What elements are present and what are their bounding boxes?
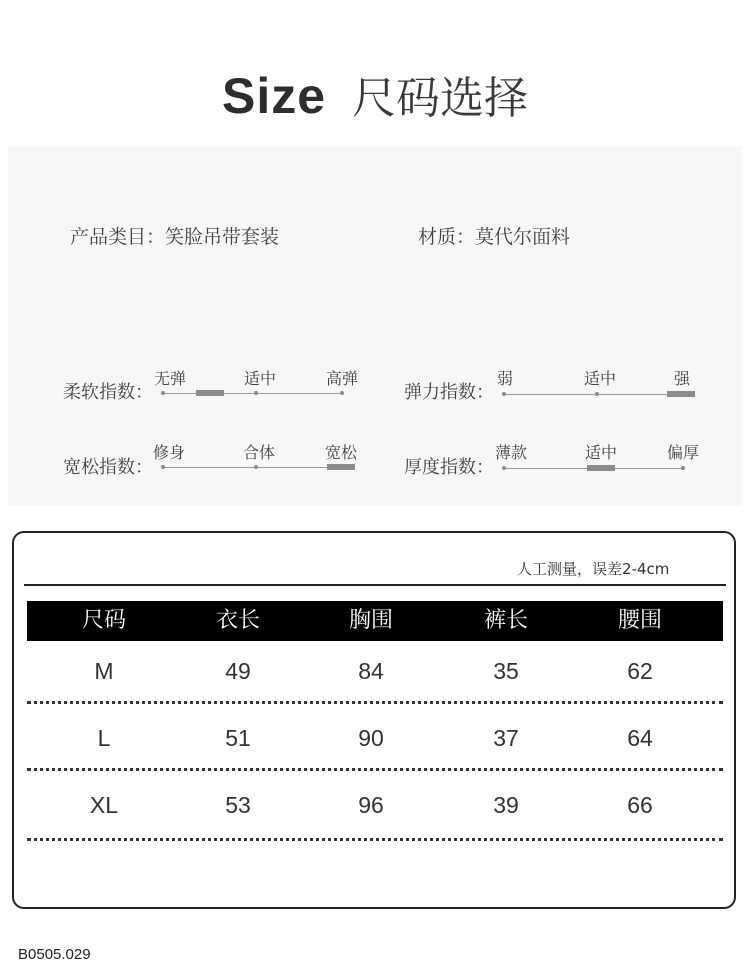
table-cell: 66	[627, 792, 653, 818]
elasticity-scale-track	[504, 394, 694, 395]
table-cell: 35	[493, 658, 519, 684]
elasticity-scale-dot	[595, 392, 599, 396]
looseness-option-low: 修身	[152, 443, 186, 462]
table-cell: 96	[358, 792, 384, 818]
elasticity-option-low: 弱	[496, 369, 514, 388]
row-divider	[27, 838, 723, 841]
table-cell: 64	[627, 725, 653, 751]
table-cell: 49	[225, 658, 251, 684]
softness-option-low: 无弹	[153, 369, 187, 388]
softness-option-high: 高弹	[325, 369, 359, 388]
table-cell: L	[97, 725, 111, 751]
table-cell: XL	[89, 792, 119, 818]
row-divider	[27, 768, 723, 771]
softness-scale-track	[163, 393, 343, 394]
thickness-scale-marker	[587, 465, 615, 471]
elasticity-option-high: 强	[673, 369, 691, 388]
page-title	[0, 62, 750, 126]
looseness-scale-track	[163, 467, 353, 468]
table-cell: 51	[225, 725, 251, 751]
table-cell: 39	[493, 792, 519, 818]
thickness-option-mid: 适中	[584, 443, 618, 462]
column-header-waist: 腰围	[617, 608, 663, 633]
column-header-size: 尺码	[81, 608, 127, 633]
size-table-frame	[12, 531, 736, 909]
table-cell: 90	[358, 725, 384, 751]
elasticity-option-mid: 适中	[583, 369, 617, 388]
table-cell: M	[94, 658, 114, 684]
thickness-option-high: 偏厚	[666, 443, 700, 462]
softness-option-mid: 适中	[243, 369, 277, 388]
table-cell: 53	[225, 792, 251, 818]
size-table-header	[27, 601, 723, 641]
column-header-bust: 胸围	[348, 608, 394, 633]
softness-scale-dot	[254, 391, 258, 395]
product-info-panel	[8, 146, 742, 506]
product-code: B0505.029	[18, 946, 91, 963]
product-material: 材质：莫代尔面料	[418, 226, 571, 248]
elasticity-index-label: 弹力指数：	[404, 382, 494, 403]
column-header-length: 衣长	[215, 608, 261, 633]
title-chinese: 尺码选择	[352, 73, 529, 124]
softness-scale-dot	[161, 391, 165, 395]
product-category: 产品类目：笑脸吊带套装	[70, 226, 280, 248]
softness-index-label: 柔软指数：	[63, 382, 153, 403]
row-divider	[27, 701, 723, 704]
table-cell: 84	[358, 658, 384, 684]
thickness-scale-dot	[502, 466, 506, 470]
elasticity-scale-dot	[502, 392, 506, 396]
thickness-index-label: 厚度指数：	[404, 457, 494, 478]
measurement-note: 人工测量，误差2-4cm	[517, 560, 670, 578]
looseness-option-mid: 合体	[242, 443, 276, 462]
table-cell: 37	[493, 725, 519, 751]
looseness-scale-dot	[161, 465, 165, 469]
looseness-scale-dot	[254, 465, 258, 469]
thickness-scale-dot	[681, 466, 685, 470]
looseness-option-high: 宽松	[324, 443, 358, 462]
softness-scale-dot	[340, 391, 344, 395]
column-header-pants-length: 裤长	[483, 608, 529, 633]
elasticity-scale-marker	[667, 391, 695, 397]
looseness-index-label: 宽松指数：	[63, 457, 153, 478]
title-english: Size	[221, 68, 327, 124]
looseness-scale-marker	[327, 464, 355, 470]
softness-scale-marker	[196, 390, 224, 396]
thickness-option-low: 薄款	[494, 443, 528, 462]
note-divider	[24, 584, 726, 586]
table-cell: 62	[627, 658, 653, 684]
